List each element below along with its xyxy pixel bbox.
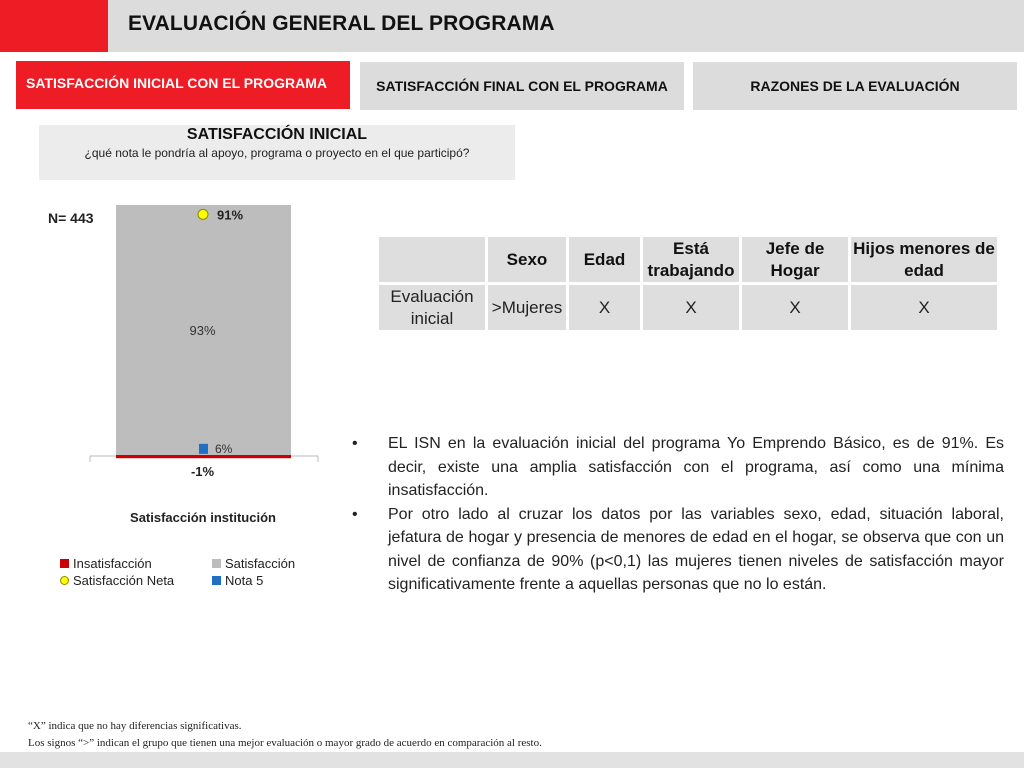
legend-swatch-insatisfaccion — [60, 559, 69, 568]
legend-item-satisfaccion-neta — [60, 573, 174, 588]
sample-size-label: N= 443 — [48, 210, 94, 226]
question-text: ¿qué nota le pondría al apoyo, programa o proyecto en el que participó? — [84, 146, 470, 160]
legend-item-satisfaccion — [212, 556, 295, 571]
bullet-text: Por otro lado al cruzar los datos por las variables sexo, edad, situación laboral, jefatura de hogar y presencia de menores de edad en el hogar, se observa que con un nivel de confianza de 90% (p<0,1) las mujeres tienen niveles de satisfacción mayor significativamente frente a aquellas personas que no lo están. — [388, 505, 1004, 593]
footnote-x: “X” indica que no hay diferencias significativas. — [28, 720, 242, 732]
table-header-hijos-menores: Hijos menores de edad — [851, 237, 997, 282]
table-cell-hijos-menores: X — [851, 285, 997, 330]
label-satisfaccion-neta: 91% — [217, 207, 244, 223]
page-title: EVALUACIÓN GENERAL DEL PROGRAMA — [128, 12, 555, 35]
bar-insatisfaccion — [116, 455, 291, 458]
table-header-jefe-hogar: Jefe de Hogar — [742, 237, 848, 282]
legend-swatch-nota-5 — [212, 576, 221, 585]
summary-bullets — [348, 432, 1004, 597]
label-insatisfaccion: -1% — [190, 464, 215, 479]
marker-nota-5 — [199, 444, 208, 454]
table-cell-trabajando: X — [643, 285, 739, 330]
table-header-sexo: Sexo — [488, 237, 566, 282]
footer-bar — [0, 752, 1024, 768]
tab-satisfaccion-final[interactable]: SATISFACCIÓN FINAL CON EL PROGRAMA — [360, 62, 684, 110]
marker-satisfaccion-neta — [198, 209, 208, 219]
legend-label-insatisfaccion: Insatisfacción — [73, 556, 152, 571]
label-nota-5: 6% — [215, 441, 233, 456]
legend-item-nota-5 — [212, 573, 263, 588]
question-title: SATISFACCIÓN INICIAL — [186, 126, 368, 143]
footnote-signos: Los signos “>” indican el grupo que tienen una mejor evaluación o mayor grado de acuerdo en comparación al resto. — [28, 737, 542, 749]
legend-label-satisfaccion-neta: Satisfacción Neta — [73, 573, 175, 588]
bullet-item — [348, 503, 1004, 597]
cross-variables-table — [376, 234, 1000, 333]
table-cell-sexo: >Mujeres — [488, 285, 566, 330]
bullet-text: EL ISN en la evaluación inicial del programa Yo Emprendo Básico, es de 91%. Es decir, existe una amplia satisfacción con el programa, así como una mínima insatisfacción. — [388, 435, 1004, 499]
table-header-empty — [379, 237, 485, 282]
table-row — [379, 285, 997, 330]
legend-label-nota-5: Nota 5 — [225, 573, 264, 588]
tab-satisfaccion-inicial[interactable]: SATISFACCIÓN INICIAL CON EL PROGRAMA — [16, 61, 350, 109]
table-cell-edad: X — [569, 285, 640, 330]
bullet-dot: • — [352, 435, 358, 452]
tab-razones-evaluacion[interactable]: RAZONES DE LA EVALUACIÓN — [693, 62, 1017, 110]
bullet-item — [348, 432, 1004, 503]
bullet-dot: • — [352, 505, 358, 523]
legend-label-satisfaccion: Satisfacción — [225, 556, 296, 571]
satisfaction-chart — [0, 0, 340, 540]
legend-item-insatisfaccion — [60, 556, 152, 571]
footnotes — [28, 718, 542, 752]
label-satisfaccion: 93% — [189, 323, 216, 338]
table-cell-row-label: Evaluación inicial — [379, 285, 485, 330]
table-header-row — [379, 237, 997, 282]
x-axis-category-label: Satisfacción institución — [130, 510, 276, 525]
table-header-edad: Edad — [569, 237, 640, 282]
table-header-trabajando: Está trabajando — [643, 237, 739, 282]
table-cell-jefe-hogar: X — [742, 285, 848, 330]
legend-swatch-satisfaccion-neta — [60, 576, 69, 585]
legend-swatch-satisfaccion — [212, 559, 221, 568]
